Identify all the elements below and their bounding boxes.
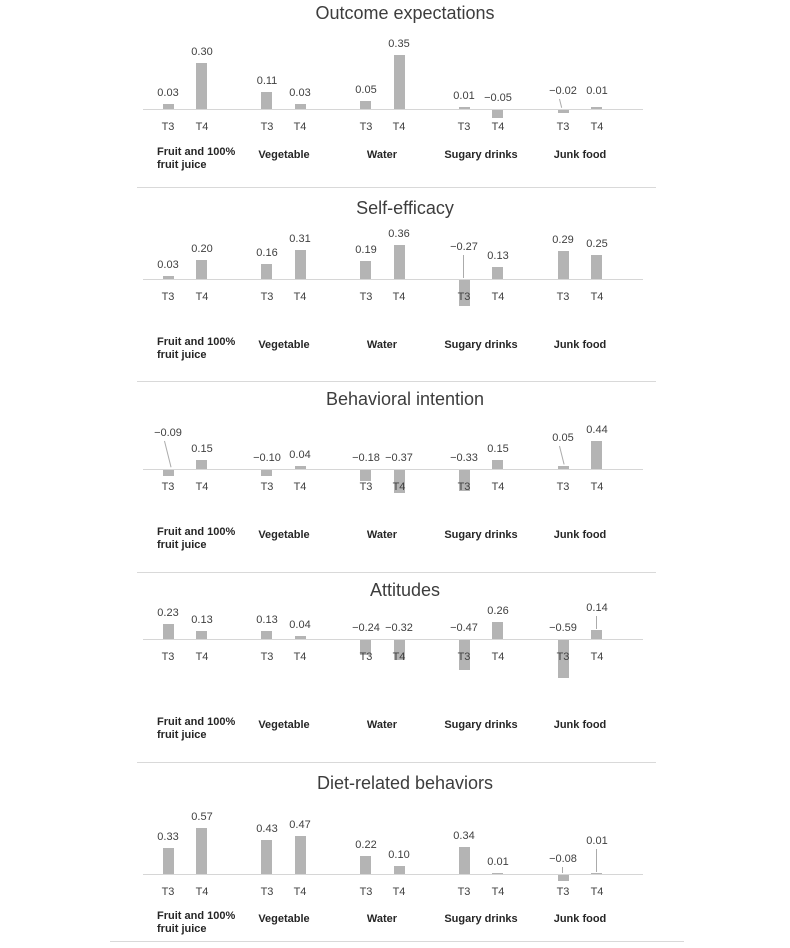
tick-label-t3: T3 bbox=[556, 291, 570, 303]
category-label-fruit-and-100-fruit-juice: Fruit and 100% bbox=[157, 336, 236, 348]
data-label-t4-sugary-drinks: 0.13 bbox=[487, 250, 509, 262]
bar-t4-junk-food bbox=[591, 630, 602, 639]
category-label-water: Water bbox=[366, 719, 398, 731]
bar-t3-vegetable bbox=[261, 470, 272, 476]
tick-label-t4: T4 bbox=[590, 651, 604, 663]
data-label-t3-sugary-drinks: 0.01 bbox=[453, 90, 475, 102]
tick-label-t3: T3 bbox=[457, 886, 471, 898]
data-label-t3-junk-food: 0.05 bbox=[552, 432, 574, 444]
bar-t4-fruit-and-100-fruit-juice bbox=[196, 828, 207, 874]
data-label-t4-sugary-drinks: 0.15 bbox=[487, 443, 509, 455]
data-label-t3-water: 0.22 bbox=[355, 839, 377, 851]
tick-label-t4: T4 bbox=[293, 121, 307, 133]
bottom-rule bbox=[110, 941, 684, 942]
leader-line bbox=[562, 867, 563, 873]
data-label-t4-fruit-and-100-fruit-juice: 0.30 bbox=[191, 46, 213, 58]
tick-label-t4: T4 bbox=[590, 291, 604, 303]
category-label-fruit-and-100-fruit-juice: fruit juice bbox=[157, 923, 207, 935]
bar-t4-fruit-and-100-fruit-juice bbox=[196, 260, 207, 279]
bar-t4-sugary-drinks bbox=[492, 622, 503, 639]
tick-label-t3: T3 bbox=[457, 121, 471, 133]
bar-t4-fruit-and-100-fruit-juice bbox=[196, 631, 207, 639]
data-label-t3-sugary-drinks: −0.33 bbox=[450, 452, 478, 464]
chart-title: Behavioral intention bbox=[325, 389, 485, 409]
chart-title: Attitudes bbox=[369, 580, 441, 600]
data-label-t3-vegetable: −0.10 bbox=[253, 452, 281, 464]
category-label-water: Water bbox=[366, 913, 398, 925]
category-label-fruit-and-100-fruit-juice: fruit juice bbox=[157, 349, 207, 361]
bar-t4-sugary-drinks bbox=[492, 460, 503, 469]
bar-t3-fruit-and-100-fruit-juice bbox=[163, 470, 174, 476]
tick-label-t3: T3 bbox=[161, 886, 175, 898]
leader-line bbox=[596, 849, 597, 872]
bar-t3-junk-food bbox=[558, 110, 569, 113]
tick-label-t4: T4 bbox=[590, 121, 604, 133]
category-label-water: Water bbox=[366, 529, 398, 541]
category-label-vegetable: Vegetable bbox=[258, 529, 310, 541]
category-label-sugary-drinks: Sugary drinks bbox=[444, 339, 518, 351]
category-label-junk-food: Junk food bbox=[553, 149, 607, 161]
bar-t3-vegetable bbox=[261, 631, 272, 639]
data-label-t3-vegetable: 0.16 bbox=[256, 247, 278, 259]
bar-t4-vegetable bbox=[295, 466, 306, 469]
tick-label-t3: T3 bbox=[260, 481, 274, 493]
bar-t3-fruit-and-100-fruit-juice bbox=[163, 104, 174, 109]
bar-t4-water bbox=[394, 866, 405, 874]
bar-t4-junk-food bbox=[591, 107, 602, 109]
data-label-t3-fruit-and-100-fruit-juice: −0.09 bbox=[154, 427, 182, 439]
data-label-t3-junk-food: −0.08 bbox=[549, 853, 577, 865]
tick-label-t4: T4 bbox=[293, 886, 307, 898]
bar-t3-vegetable bbox=[261, 92, 272, 109]
data-label-t3-junk-food: −0.59 bbox=[549, 622, 577, 634]
bar-t3-water bbox=[360, 856, 371, 874]
tick-label-t4: T4 bbox=[491, 481, 505, 493]
x-axis-line bbox=[143, 469, 643, 470]
leader-line bbox=[559, 446, 565, 465]
data-label-t3-vegetable: 0.13 bbox=[256, 614, 278, 626]
leader-line bbox=[559, 99, 562, 108]
bar-t3-fruit-and-100-fruit-juice bbox=[163, 624, 174, 639]
tick-label-t3: T3 bbox=[359, 886, 373, 898]
bar-t4-water bbox=[394, 245, 405, 279]
tick-label-t3: T3 bbox=[161, 121, 175, 133]
data-label-t4-water: 0.36 bbox=[388, 228, 410, 240]
chart-panel-behavioral-intention bbox=[0, 380, 790, 570]
tick-label-t4: T4 bbox=[195, 291, 209, 303]
data-label-t3-fruit-and-100-fruit-juice: 0.23 bbox=[157, 607, 179, 619]
data-label-t4-water: −0.37 bbox=[385, 452, 413, 464]
bar-t4-vegetable bbox=[295, 636, 306, 639]
data-label-t4-vegetable: 0.04 bbox=[289, 619, 311, 631]
bar-t3-water bbox=[360, 101, 371, 109]
category-label-fruit-and-100-fruit-juice: Fruit and 100% bbox=[157, 716, 236, 728]
tick-label-t4: T4 bbox=[491, 651, 505, 663]
bar-t4-sugary-drinks bbox=[492, 267, 503, 279]
data-label-t3-junk-food: −0.02 bbox=[549, 85, 577, 97]
tick-label-t3: T3 bbox=[161, 651, 175, 663]
bar-t4-vegetable bbox=[295, 836, 306, 874]
bar-t3-vegetable bbox=[261, 840, 272, 874]
bar-t4-junk-food bbox=[591, 441, 602, 469]
tick-label-t4: T4 bbox=[392, 481, 406, 493]
category-label-vegetable: Vegetable bbox=[258, 719, 310, 731]
data-label-t3-water: −0.18 bbox=[352, 452, 380, 464]
divider-line bbox=[137, 381, 656, 382]
data-label-t4-vegetable: 0.04 bbox=[289, 449, 311, 461]
tick-label-t3: T3 bbox=[359, 481, 373, 493]
data-label-t4-fruit-and-100-fruit-juice: 0.57 bbox=[191, 811, 213, 823]
data-label-t4-vegetable: 0.03 bbox=[289, 87, 311, 99]
bar-t4-vegetable bbox=[295, 104, 306, 109]
tick-label-t4: T4 bbox=[195, 651, 209, 663]
chart-panel-outcome-expectations bbox=[0, 0, 790, 190]
tick-label-t4: T4 bbox=[590, 886, 604, 898]
category-label-sugary-drinks: Sugary drinks bbox=[444, 913, 518, 925]
category-label-water: Water bbox=[366, 149, 398, 161]
tick-label-t4: T4 bbox=[392, 291, 406, 303]
chart-title: Diet-related behaviors bbox=[316, 773, 494, 793]
tick-label-t4: T4 bbox=[293, 481, 307, 493]
tick-label-t4: T4 bbox=[590, 481, 604, 493]
data-label-t4-junk-food: 0.01 bbox=[586, 835, 608, 847]
data-label-t4-junk-food: 0.01 bbox=[586, 85, 608, 97]
leader-line bbox=[463, 255, 464, 278]
category-label-fruit-and-100-fruit-juice: fruit juice bbox=[157, 729, 207, 741]
bar-t4-fruit-and-100-fruit-juice bbox=[196, 63, 207, 109]
bar-t3-fruit-and-100-fruit-juice bbox=[163, 848, 174, 874]
tick-label-t4: T4 bbox=[491, 121, 505, 133]
category-label-sugary-drinks: Sugary drinks bbox=[444, 149, 518, 161]
bar-t4-water bbox=[394, 55, 405, 109]
data-label-t3-fruit-and-100-fruit-juice: 0.03 bbox=[157, 259, 179, 271]
data-label-t4-water: −0.32 bbox=[385, 622, 413, 634]
tick-label-t3: T3 bbox=[457, 481, 471, 493]
data-label-t3-water: 0.19 bbox=[355, 244, 377, 256]
bar-t3-junk-food bbox=[558, 466, 569, 469]
bar-t3-vegetable bbox=[261, 264, 272, 279]
data-label-t4-vegetable: 0.47 bbox=[289, 819, 311, 831]
tick-label-t3: T3 bbox=[457, 651, 471, 663]
category-label-sugary-drinks: Sugary drinks bbox=[444, 529, 518, 541]
tick-label-t4: T4 bbox=[392, 121, 406, 133]
category-label-junk-food: Junk food bbox=[553, 913, 607, 925]
tick-label-t3: T3 bbox=[260, 121, 274, 133]
bar-t3-fruit-and-100-fruit-juice bbox=[163, 276, 174, 279]
tick-label-t4: T4 bbox=[195, 481, 209, 493]
data-label-t3-fruit-and-100-fruit-juice: 0.03 bbox=[157, 87, 179, 99]
data-label-t3-water: 0.05 bbox=[355, 84, 377, 96]
tick-label-t3: T3 bbox=[161, 291, 175, 303]
tick-label-t4: T4 bbox=[195, 121, 209, 133]
tick-label-t3: T3 bbox=[556, 121, 570, 133]
data-label-t3-water: −0.24 bbox=[352, 622, 380, 634]
divider-line bbox=[137, 762, 656, 763]
tick-label-t3: T3 bbox=[260, 651, 274, 663]
leader-line bbox=[164, 441, 172, 467]
data-label-t3-sugary-drinks: 0.34 bbox=[453, 830, 475, 842]
bar-t4-junk-food bbox=[591, 255, 602, 279]
tick-label-t3: T3 bbox=[161, 481, 175, 493]
tick-label-t3: T3 bbox=[556, 886, 570, 898]
bar-t3-junk-food bbox=[558, 875, 569, 881]
tick-label-t3: T3 bbox=[359, 121, 373, 133]
data-label-t4-sugary-drinks: 0.01 bbox=[487, 856, 509, 868]
bar-t4-sugary-drinks bbox=[492, 110, 503, 118]
tick-label-t4: T4 bbox=[392, 651, 406, 663]
data-label-t3-vegetable: 0.11 bbox=[256, 75, 278, 87]
chart-panel-diet-related-behaviors bbox=[0, 760, 790, 948]
category-label-fruit-and-100-fruit-juice: Fruit and 100% bbox=[157, 526, 236, 538]
category-label-vegetable: Vegetable bbox=[258, 149, 310, 161]
tick-label-t3: T3 bbox=[556, 651, 570, 663]
category-label-junk-food: Junk food bbox=[553, 339, 607, 351]
category-label-fruit-and-100-fruit-juice: fruit juice bbox=[157, 159, 207, 171]
divider-line bbox=[137, 572, 656, 573]
data-label-t3-fruit-and-100-fruit-juice: 0.33 bbox=[157, 831, 179, 843]
bar-t4-junk-food bbox=[591, 873, 602, 874]
data-label-t4-fruit-and-100-fruit-juice: 0.13 bbox=[191, 614, 213, 626]
tick-label-t4: T4 bbox=[293, 651, 307, 663]
category-label-fruit-and-100-fruit-juice: Fruit and 100% bbox=[157, 146, 236, 158]
data-label-t4-junk-food: 0.14 bbox=[586, 602, 608, 614]
data-label-t4-sugary-drinks: −0.05 bbox=[484, 92, 512, 104]
category-label-junk-food: Junk food bbox=[553, 529, 607, 541]
category-label-water: Water bbox=[366, 339, 398, 351]
data-label-t4-water: 0.35 bbox=[388, 38, 410, 50]
chart-title: Outcome expectations bbox=[315, 3, 495, 23]
tick-label-t4: T4 bbox=[195, 886, 209, 898]
data-label-t3-junk-food: 0.29 bbox=[552, 234, 574, 246]
data-label-t4-water: 0.10 bbox=[388, 849, 410, 861]
data-label-t4-junk-food: 0.25 bbox=[586, 238, 608, 250]
category-label-sugary-drinks: Sugary drinks bbox=[444, 719, 518, 731]
bar-t3-sugary-drinks bbox=[459, 107, 470, 109]
tick-label-t3: T3 bbox=[359, 291, 373, 303]
bar-t4-fruit-and-100-fruit-juice bbox=[196, 460, 207, 469]
data-label-t4-sugary-drinks: 0.26 bbox=[487, 605, 509, 617]
data-label-t4-fruit-and-100-fruit-juice: 0.15 bbox=[191, 443, 213, 455]
chart-panel-self-efficacy bbox=[0, 190, 790, 380]
category-label-fruit-and-100-fruit-juice: fruit juice bbox=[157, 539, 207, 551]
tick-label-t3: T3 bbox=[260, 291, 274, 303]
chart-panel-attitudes bbox=[0, 570, 790, 760]
tick-label-t4: T4 bbox=[392, 886, 406, 898]
divider-line bbox=[137, 187, 656, 188]
data-label-t4-junk-food: 0.44 bbox=[586, 424, 608, 436]
tick-label-t3: T3 bbox=[359, 651, 373, 663]
tick-label-t4: T4 bbox=[491, 291, 505, 303]
bar-t3-sugary-drinks bbox=[459, 847, 470, 874]
category-label-vegetable: Vegetable bbox=[258, 339, 310, 351]
chart-title: Self-efficacy bbox=[356, 198, 454, 218]
bar-t3-junk-food bbox=[558, 251, 569, 279]
category-label-junk-food: Junk food bbox=[553, 719, 607, 731]
bar-t4-sugary-drinks bbox=[492, 873, 503, 874]
leader-line bbox=[596, 616, 597, 629]
tick-label-t4: T4 bbox=[293, 291, 307, 303]
tick-label-t4: T4 bbox=[491, 886, 505, 898]
tick-label-t3: T3 bbox=[556, 481, 570, 493]
x-axis-line bbox=[143, 279, 643, 280]
category-label-vegetable: Vegetable bbox=[258, 913, 310, 925]
data-label-t3-vegetable: 0.43 bbox=[256, 823, 278, 835]
tick-label-t3: T3 bbox=[260, 886, 274, 898]
bar-t4-vegetable bbox=[295, 250, 306, 279]
data-label-t3-sugary-drinks: −0.47 bbox=[450, 622, 478, 634]
tick-label-t3: T3 bbox=[457, 291, 471, 303]
bar-t3-water bbox=[360, 470, 371, 481]
data-label-t3-sugary-drinks: −0.27 bbox=[450, 241, 478, 253]
data-label-t4-vegetable: 0.31 bbox=[289, 233, 311, 245]
bar-t3-water bbox=[360, 261, 371, 279]
category-label-fruit-and-100-fruit-juice: Fruit and 100% bbox=[157, 910, 236, 922]
data-label-t4-fruit-and-100-fruit-juice: 0.20 bbox=[191, 243, 213, 255]
